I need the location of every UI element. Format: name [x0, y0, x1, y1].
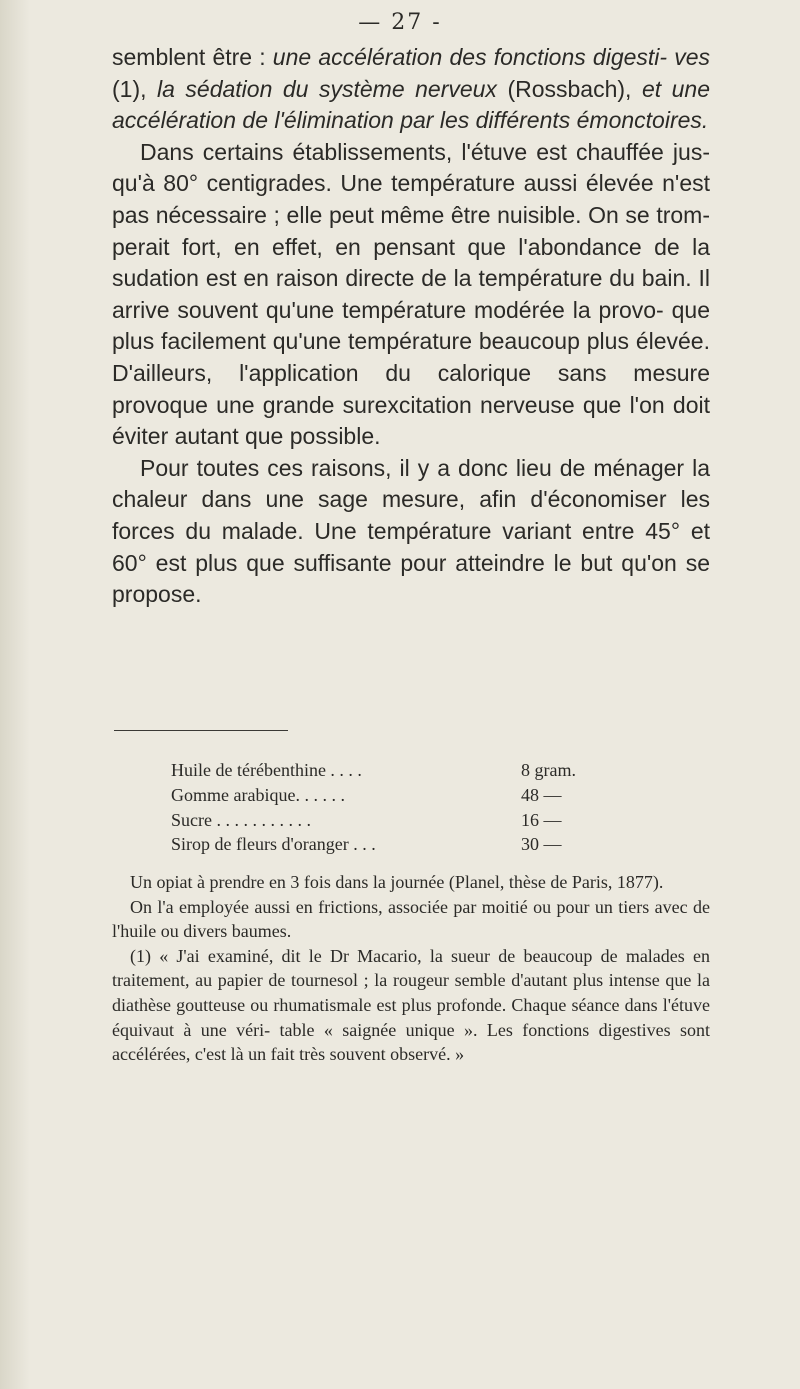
paragraph-2: Dans certains établissements, l'étuve est chauffée jus- qu'à 80° centigrades. Une température aussi élevée n'est pas nécessaire ; elle peut même être nuisible. On se trom- perait fort, en effet, en pensant que l'abondance de la sudation est en raison directe de la température du bain. Il arrive souvent qu'une température modérée la provo- que plus facilement qu'une température beaucoup plus élevée. D'ailleurs, l'application du calorique sans mesure provoque une grande surexcitation nerveuse que l'on doit éviter autant que possible.	[112, 138, 710, 450]
recipe-quantity: 8 gram.	[521, 760, 576, 780]
footnote-1: (1) « J'ai examiné, dit le Dr Macario, la sueur de beaucoup de malades en traitement, au papier de tournesol ; la rougeur semble d'autant plus intense que la diathèse goutteuse ou rhumatismale est plus profonde. Chaque séance dans l'étuve équivaut à une véri- table « saignée unique ». Les fonctions digestives sont accélérées, c'est là un fait très souvent observé. »	[112, 945, 710, 1065]
paragraph-1-emphasis-2: la sédation du système nerveux	[157, 75, 497, 102]
paragraph-1-emphasis-3: et une accélération de l'élimination par les différents émonctoires.	[112, 75, 710, 134]
recipe-quantity: 48 —	[521, 784, 562, 805]
paragraph-1-lead: semblent être :	[112, 44, 273, 70]
footnote-separator-rule	[114, 730, 288, 731]
paragraph-1	[112, 42, 710, 137]
recipe-item	[171, 783, 611, 808]
recipe-item	[171, 808, 611, 833]
paragraph-1-emphasis-1: une accélération des fonctions digesti- ves	[272, 44, 710, 70]
recipe-ingredient: Sirop de fleurs d'oranger . . .	[171, 834, 376, 855]
note-frictions: On l'a employée aussi en frictions, associée par moitié ou pour un tiers avec de l'huile ou divers baumes.	[112, 896, 710, 942]
recipe-quantity: 30 —	[521, 834, 562, 855]
page-edge-shadow	[0, 0, 30, 1389]
recipe-ingredient: Sucre . . . . . . . . . . .	[171, 809, 311, 830]
main-text	[112, 42, 710, 611]
footnotes	[112, 870, 710, 1067]
recipe-quantity: 16 —	[521, 809, 562, 830]
paragraph-1-citation: (Rossbach),	[496, 75, 642, 102]
page-number: — 27 -	[358, 10, 442, 35]
recipe-item	[171, 758, 611, 783]
recipe-item	[171, 832, 611, 857]
recipe-ingredient: Gomme arabique. . . . . .	[171, 784, 345, 805]
recipe-ingredient: Huile de térébenthine . . . .	[171, 760, 362, 780]
recipe-list	[171, 758, 611, 857]
paragraph-3: Pour toutes ces raisons, il y a donc lieu de ménager la chaleur dans une sage mesure, afin d'économiser les forces du malade. Une température variant entre 45° et 60° est plus que suffisante pour atteindre le but qu'on se propose.	[112, 454, 710, 608]
note-opiat: Un opiat à prendre en 3 fois dans la journée (Planel, thèse de Paris, 1877).	[130, 872, 664, 892]
footnote-reference: (1),	[112, 75, 158, 102]
